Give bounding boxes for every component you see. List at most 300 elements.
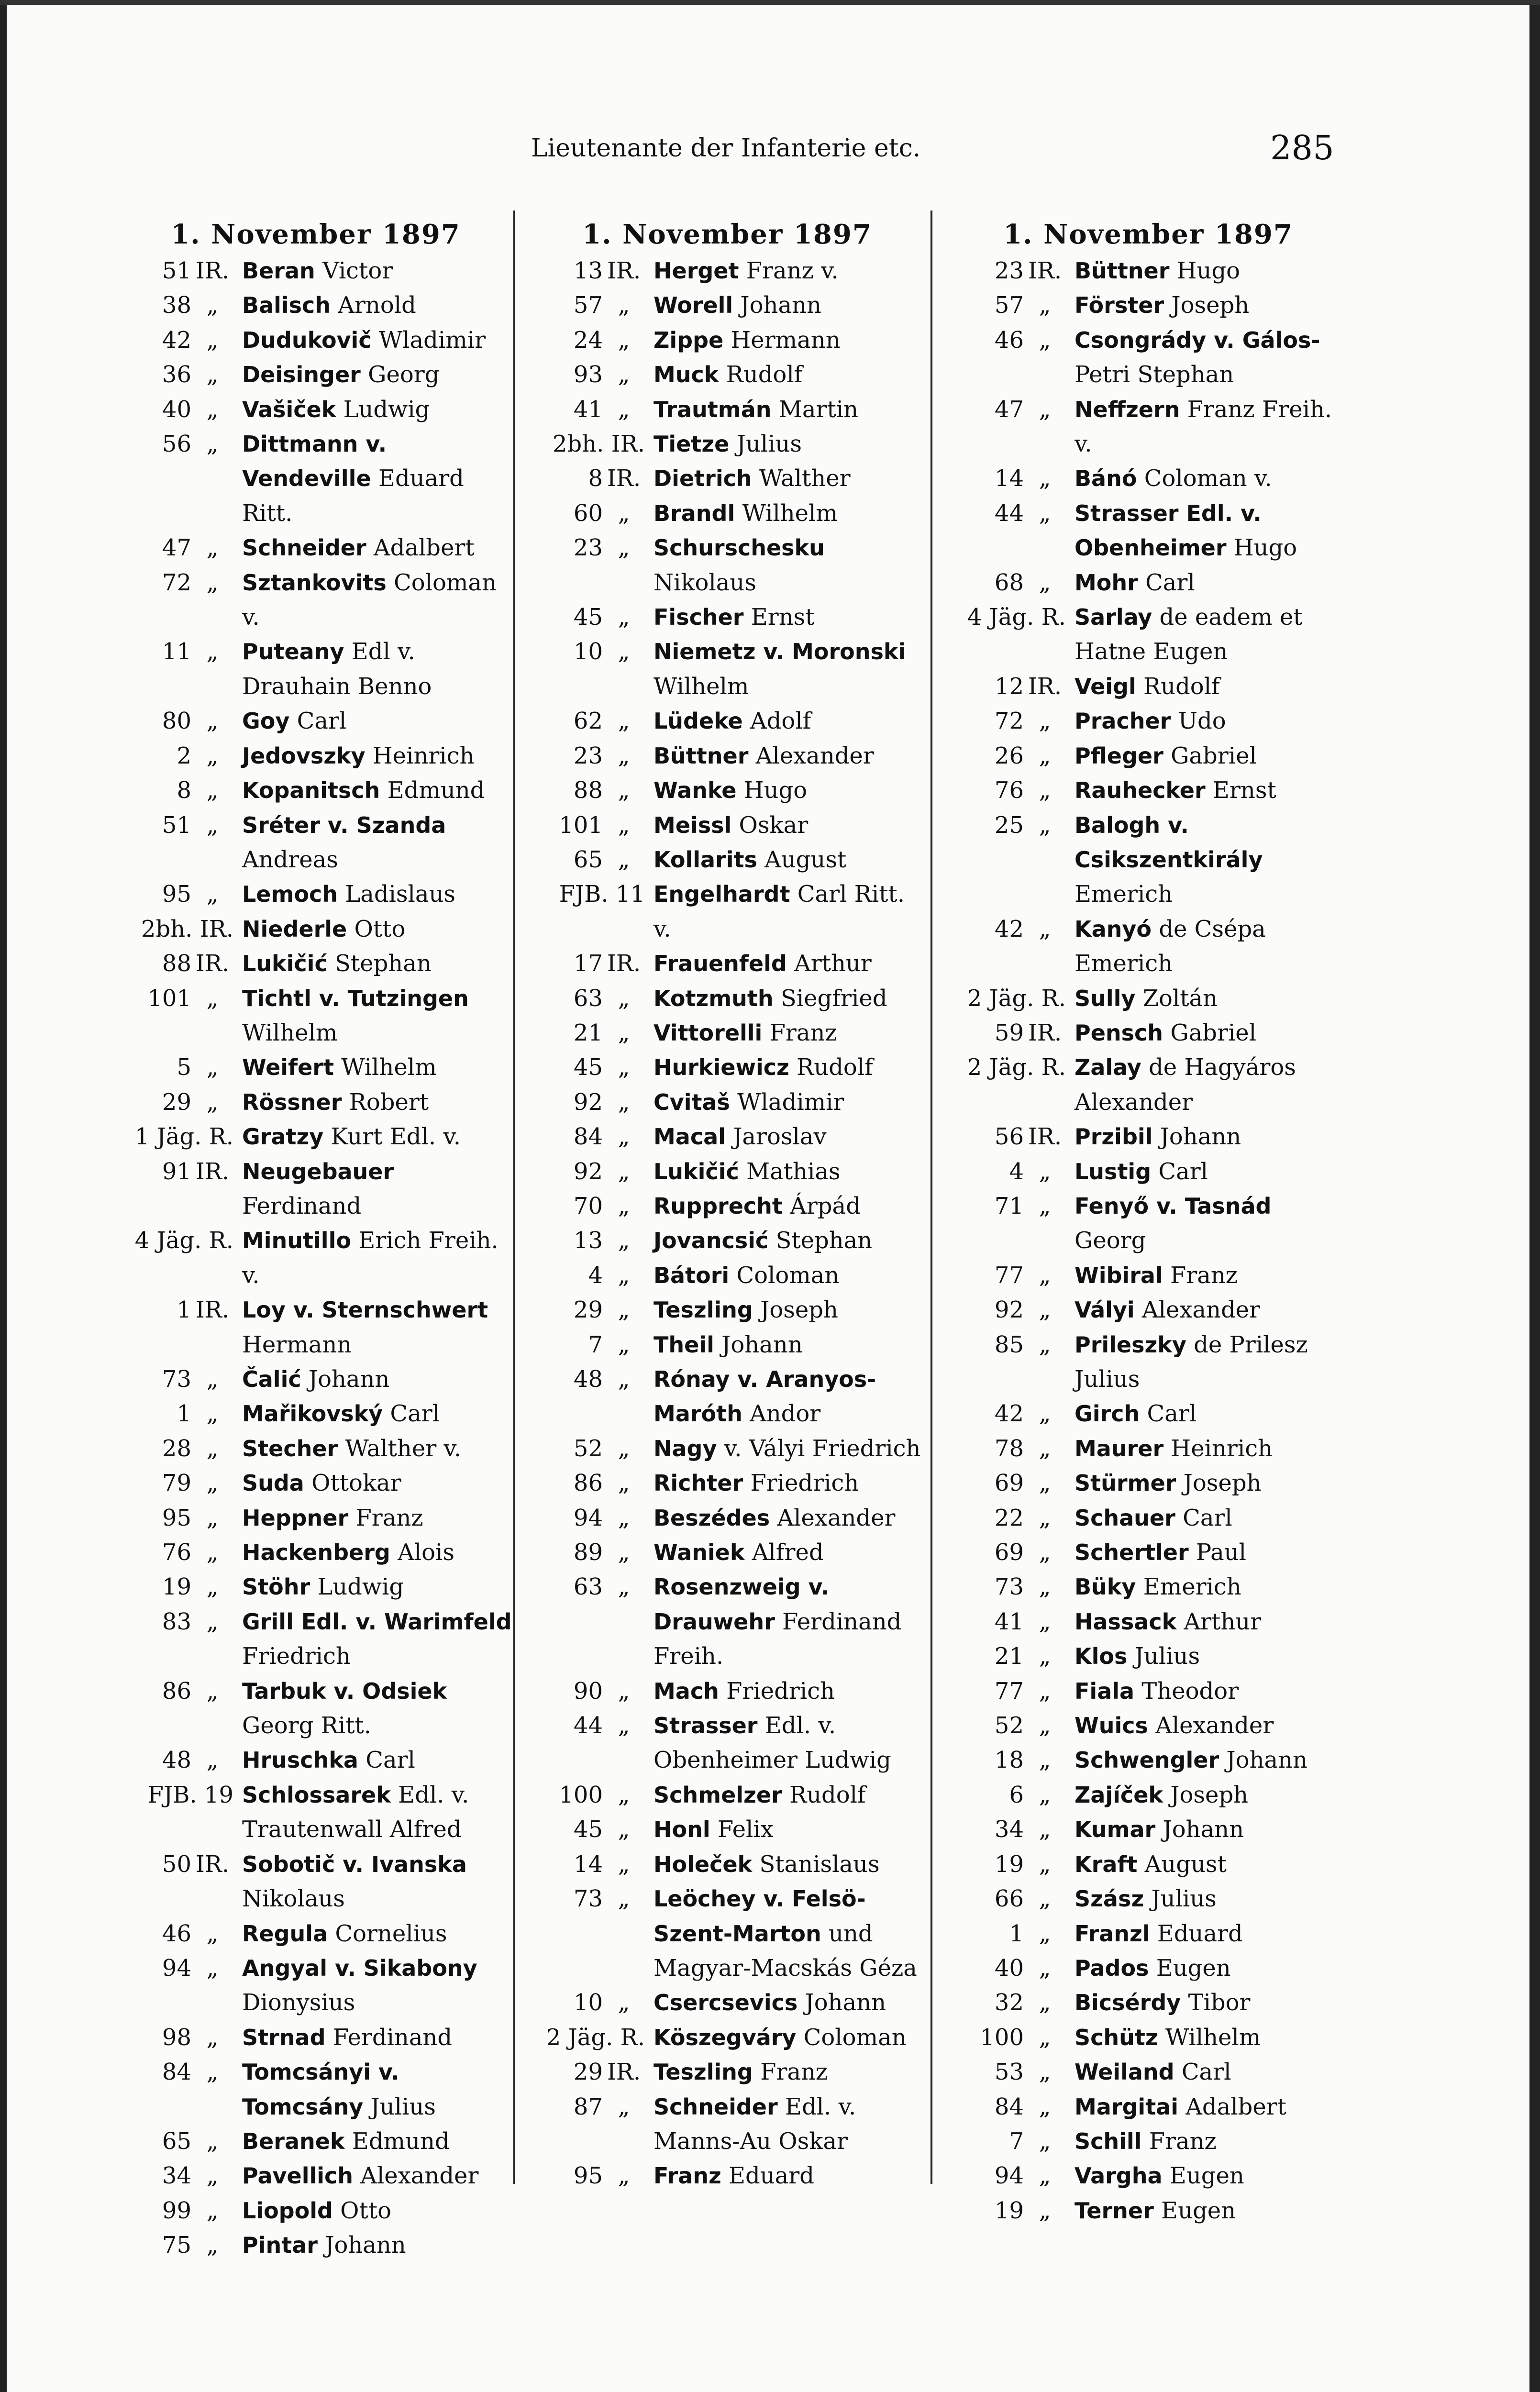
unit-abbrev: „ [618, 1158, 630, 1185]
officer-name [1066, 704, 1347, 738]
given-names: Adalbert [1178, 2093, 1286, 2120]
list-item [529, 773, 926, 808]
officer-name [645, 1570, 926, 1673]
unit-abbrev: „ [618, 1088, 630, 1116]
list-item [950, 1189, 1347, 1258]
regiment-number: 99 [162, 2197, 191, 2224]
list-item [950, 1812, 1347, 1847]
list-item [529, 600, 926, 634]
list-item [529, 1535, 926, 1570]
regiment-number: 76 [994, 777, 1024, 804]
surname: Kraft [1075, 1851, 1138, 1877]
officer-name [1066, 1778, 1347, 1812]
officer-name [233, 808, 514, 877]
given-names: Stephan [327, 950, 432, 977]
officer-name [1066, 496, 1347, 565]
unit-abbrev: IR. [1028, 1123, 1062, 1151]
given-names: v. Vályi Friedrich [717, 1435, 921, 1462]
given-names: Kurt Edl. v. [323, 1123, 461, 1151]
list-item [950, 2090, 1347, 2124]
given-names: Alexander [748, 742, 874, 769]
list-item [950, 1882, 1347, 1916]
regiment-number: 40 [994, 1954, 1024, 1982]
unit-abbrev: „ [618, 708, 630, 735]
officer-name [233, 1431, 514, 1466]
regiment-number: 1 [177, 1400, 191, 1428]
unit-abbrev: „ [206, 2024, 219, 2051]
unit-abbrev: „ [206, 2127, 219, 2155]
regiment-number: 34 [162, 2162, 191, 2190]
page-number: 285 [1270, 128, 1334, 167]
surname: Goy [242, 708, 290, 734]
surname: Stürmer [1075, 1470, 1176, 1496]
regiment-number: 47 [162, 534, 191, 562]
list-item [117, 2020, 514, 2055]
officer-name [233, 531, 514, 565]
list-item [950, 496, 1347, 565]
given-names: Stanislaus [752, 1850, 880, 1878]
list-item [529, 1223, 926, 1258]
regiment-number: 2 Jäg. R. [967, 1054, 1066, 1081]
unit-abbrev: „ [618, 1470, 630, 1497]
given-names: Julius [363, 2093, 436, 2120]
entry-list [117, 254, 514, 2263]
unit-abbrev: „ [1039, 1643, 1051, 1670]
surname: Engelhardt [654, 881, 790, 908]
unit-abbrev: „ [618, 811, 630, 839]
unit-abbrev: „ [206, 2232, 219, 2259]
list-item [950, 392, 1347, 462]
given-names: Johann [317, 2232, 406, 2259]
officer-name [645, 1293, 926, 1327]
regiment-number: 59 [994, 1019, 1024, 1046]
given-names: Georg [1075, 1227, 1146, 1254]
officer-name [645, 946, 926, 981]
officer-name [1066, 1985, 1347, 2020]
list-item [950, 1050, 1347, 1119]
regiment-number: 62 [573, 708, 603, 735]
officer-name [645, 323, 926, 357]
regiment-number: 5 [177, 1054, 191, 1081]
given-names: Ludwig [310, 1573, 404, 1601]
list-item [529, 1154, 926, 1189]
regiment-number: 57 [573, 292, 603, 319]
given-names: Eugen [1162, 2162, 1244, 2190]
surname: Franz [654, 2163, 721, 2189]
regiment-number: 4 Jäg. R. [967, 604, 1066, 631]
regiment-number: 56 [994, 1123, 1024, 1151]
officer-name [645, 1882, 926, 1985]
regiment-number: 2 Jäg. R. [967, 985, 1066, 1012]
given-names: Arthur [1176, 1608, 1262, 1635]
list-item [950, 600, 1347, 669]
officer-name [645, 2159, 926, 2193]
officer-name [645, 1708, 926, 1778]
given-names: Coloman v. [242, 569, 497, 631]
officer-name [645, 1812, 926, 1847]
officer-name [233, 704, 514, 738]
unit-abbrev: „ [206, 1954, 219, 1982]
given-names: Wladimir [371, 326, 486, 354]
regiment-number: 42 [994, 1400, 1024, 1428]
officer-name [645, 600, 926, 634]
surname: Beszédes [654, 1505, 770, 1531]
regiment-number: 65 [162, 2127, 191, 2155]
officer-name [1066, 773, 1347, 808]
regiment-number: 19 [162, 1573, 191, 1601]
list-item [117, 1362, 514, 1396]
regiment-number: 42 [994, 915, 1024, 942]
officer-name [1066, 1708, 1347, 1743]
surname: Lemoch [242, 881, 338, 908]
given-names: Carl [1175, 1504, 1232, 1531]
unit-abbrev: „ [1039, 2162, 1051, 2190]
officer-name [645, 2090, 926, 2159]
entry-list [529, 254, 926, 2193]
surname: Margitai [1075, 2093, 1178, 2120]
officer-name [233, 1396, 514, 1431]
regiment-number: 4 [1009, 1158, 1024, 1185]
list-item [117, 1951, 514, 2020]
regiment-number: 45 [573, 1054, 603, 1081]
officer-name [233, 2159, 514, 2193]
officer-name [233, 1743, 514, 1777]
given-names: Franz [753, 2059, 828, 2086]
entry-list [950, 254, 1347, 2228]
officer-name [233, 946, 514, 981]
given-names: Carl [1151, 1158, 1208, 1185]
list-item [529, 1466, 926, 1500]
unit-abbrev: „ [206, 1366, 219, 1393]
officer-name [1066, 1154, 1347, 1189]
regiment-number: 75 [162, 2232, 191, 2259]
unit-abbrev: „ [1039, 292, 1051, 319]
regiment-number: 45 [573, 604, 603, 631]
surname: Regula [242, 1920, 328, 1947]
given-names: Eduard Ritt. [242, 465, 464, 527]
surname: Strnad [242, 2024, 326, 2050]
regiment-number: 90 [573, 1677, 603, 1705]
unit-abbrev: IR. [607, 257, 641, 284]
regiment-number: 1 Jäg. R. [134, 1123, 233, 1151]
unit-abbrev: „ [206, 396, 219, 423]
given-names: Ottokar [304, 1470, 401, 1497]
given-names: Friedrich [719, 1677, 835, 1705]
list-item [529, 2159, 926, 2193]
regiment-number: 77 [994, 1677, 1024, 1705]
given-names: Rudolf [782, 1781, 866, 1808]
regiment-number: 19 [994, 2197, 1024, 2224]
unit-abbrev: „ [618, 1677, 630, 1705]
unit-abbrev: „ [206, 1054, 219, 1081]
unit-abbrev: „ [1039, 1262, 1051, 1289]
given-names: Ferdinand Freih. [654, 1608, 902, 1670]
list-item [529, 634, 926, 704]
surname: Köszegváry [654, 2024, 797, 2050]
unit-abbrev: „ [206, 1470, 219, 1497]
given-names: de Hagyáros Alexander [1075, 1054, 1296, 1116]
unit-abbrev: „ [618, 638, 630, 665]
officer-name [1066, 808, 1347, 912]
given-names: Hugo [736, 777, 808, 804]
list-item [117, 634, 514, 704]
given-names: Edmund [380, 777, 485, 804]
list-item [950, 669, 1347, 704]
surname: Bánó [1075, 465, 1137, 492]
officer-name [233, 2055, 514, 2124]
officer-name [645, 1674, 926, 1708]
officer-name [233, 1293, 514, 1362]
given-names: Cornelius [328, 1920, 447, 1947]
surname: Muck [654, 362, 719, 388]
officer-name [645, 1258, 926, 1293]
unit-abbrev: „ [618, 1712, 630, 1739]
list-item [117, 1916, 514, 1951]
unit-abbrev: „ [618, 846, 630, 873]
surname: Szász [1075, 1886, 1144, 1912]
list-item [529, 1882, 926, 1985]
given-names: Julius [1144, 1885, 1217, 1913]
list-item [117, 1050, 514, 1085]
unit-abbrev: „ [206, 1088, 219, 1116]
regiment-number: 98 [162, 2024, 191, 2051]
regiment-number: 23 [573, 534, 603, 562]
list-item [950, 981, 1347, 1016]
surname: Strasser [654, 1713, 758, 1739]
surname: Sztankovits [242, 569, 387, 596]
list-item [529, 981, 926, 1016]
regiment-number: 88 [162, 950, 191, 977]
surname: Theil [654, 1331, 714, 1358]
unit-abbrev: „ [1039, 2127, 1051, 2155]
list-item [117, 565, 514, 635]
unit-abbrev: „ [206, 292, 219, 319]
officer-name [233, 1050, 514, 1085]
surname: Dittmann v. Vendeville [242, 431, 387, 492]
surname: Fischer [654, 604, 744, 631]
regiment-number: 53 [994, 2059, 1024, 2086]
officer-name [645, 1985, 926, 2020]
given-names: August [1137, 1850, 1227, 1878]
regiment-number: 86 [162, 1677, 191, 1705]
regiment-number: 41 [573, 396, 603, 423]
regiment-number: 73 [162, 1366, 191, 1393]
given-names: Edl v. Drauhain Benno [242, 638, 432, 700]
unit-abbrev: „ [618, 292, 630, 319]
given-names: Adalbert [366, 534, 475, 562]
column-heading: 1. November 1897 [1003, 219, 1293, 250]
given-names: Otto [347, 915, 406, 942]
given-names: Edl. v. Obenheimer Ludwig [654, 1712, 891, 1774]
surname: Macal [654, 1124, 726, 1150]
unit-abbrev: „ [618, 326, 630, 354]
given-names: Dionysius [242, 1989, 355, 2016]
list-item [950, 1328, 1347, 1397]
column-heading: 1. November 1897 [171, 219, 461, 250]
regiment-number: 94 [162, 1954, 191, 1982]
list-item [529, 1778, 926, 1812]
surname: Grill Edl. v. Warimfeld [242, 1608, 512, 1635]
list-item [950, 1743, 1347, 1777]
given-names: Wilhelm [735, 499, 838, 527]
given-names: Julius [1127, 1643, 1200, 1670]
officer-name [645, 808, 926, 842]
officer-name [233, 739, 514, 773]
regiment-number: 32 [994, 1989, 1024, 2016]
officer-name [1066, 2124, 1347, 2159]
given-names: Nikolaus [654, 569, 756, 596]
regiment-number: 26 [994, 742, 1024, 769]
list-item [950, 1570, 1347, 1604]
unit-abbrev: „ [1039, 1747, 1051, 1774]
regiment-number: 73 [573, 1885, 603, 1913]
surname: Leöchey v. Felsö-Szent-Marton [654, 1886, 866, 1947]
regiment-number: 42 [162, 326, 191, 354]
surname: Kanyó [1075, 916, 1152, 942]
unit-abbrev: „ [618, 1019, 630, 1046]
officer-name [233, 392, 514, 427]
given-names: Carl Ritt. v. [654, 881, 905, 942]
officer-name [645, 981, 926, 1016]
regiment-number: 85 [994, 1331, 1024, 1358]
officer-name [1066, 1639, 1347, 1673]
surname: Balogh v. Csikszentkirály [1075, 812, 1263, 873]
list-item [950, 1431, 1347, 1466]
regiment-number: 23 [573, 742, 603, 769]
unit-abbrev: „ [618, 2093, 630, 2120]
surname: Sarlay [1075, 604, 1152, 631]
given-names: Nikolaus [242, 1885, 345, 1913]
officer-name [645, 392, 926, 427]
officer-name [233, 565, 514, 635]
list-item [529, 808, 926, 842]
list-item [117, 1535, 514, 1570]
officer-name [645, 1189, 926, 1223]
unit-abbrev: „ [1039, 465, 1051, 492]
list-item [117, 531, 514, 565]
given-names: Ernst [1205, 777, 1276, 804]
unit-abbrev: „ [206, 742, 219, 769]
regiment-number: 83 [162, 1608, 191, 1635]
unit-abbrev: IR. [607, 2059, 641, 2086]
list-item [529, 254, 926, 288]
unit-abbrev: „ [1039, 1677, 1051, 1705]
officer-name [233, 1535, 514, 1570]
given-names: Alexander [1134, 1296, 1261, 1324]
list-item [117, 254, 514, 288]
given-names: Carl [1138, 569, 1195, 596]
list-item [117, 2228, 514, 2262]
officer-name [233, 634, 514, 704]
given-names: Joseph [1163, 1781, 1249, 1808]
list-item [117, 1847, 514, 1916]
regiment-number: 48 [162, 1747, 191, 1774]
regiment-number: 17 [573, 950, 603, 977]
unit-abbrev: „ [618, 1262, 630, 1289]
unit-abbrev: „ [618, 1331, 630, 1358]
list-item [950, 1016, 1347, 1050]
unit-abbrev: „ [206, 1608, 219, 1635]
officer-name [233, 1085, 514, 1119]
officer-name [645, 1431, 926, 1466]
unit-abbrev: „ [206, 777, 219, 804]
officer-name [645, 842, 926, 877]
regiment-number: 36 [162, 361, 191, 388]
given-names: Arnold [331, 292, 416, 319]
unit-abbrev: „ [206, 569, 219, 596]
unit-abbrev: „ [1039, 1954, 1051, 1982]
list-item [950, 1466, 1347, 1500]
regiment-number: 7 [588, 1331, 603, 1358]
regiment-number: 100 [559, 1781, 603, 1808]
regiment-number: 72 [162, 569, 191, 596]
surname: Dudukovič [242, 327, 372, 353]
list-item [529, 1431, 926, 1466]
surname: Angyal v. Sikabony [242, 1955, 477, 1981]
given-names: Joseph [1164, 292, 1250, 319]
unit-abbrev: „ [1039, 1712, 1051, 1739]
surname: Weiland [1075, 2059, 1174, 2085]
unit-abbrev: „ [206, 1539, 219, 1566]
surname: Wuics [1075, 1713, 1148, 1739]
unit-abbrev: „ [1039, 1781, 1051, 1808]
given-names: Wilhelm [333, 1054, 437, 1081]
officer-name [1066, 981, 1347, 1016]
unit-abbrev: „ [618, 1054, 630, 1081]
unit-abbrev: „ [1039, 708, 1051, 735]
unit-abbrev: „ [1039, 1539, 1051, 1566]
surname: Rössner [242, 1089, 342, 1115]
list-item [529, 842, 926, 877]
officer-name [1066, 288, 1347, 322]
surname: Vašiček [242, 396, 336, 422]
unit-abbrev: „ [206, 1435, 219, 1462]
unit-abbrev: „ [618, 1539, 630, 1566]
unit-abbrev: „ [1039, 915, 1051, 942]
surname: Csongrády v. Gálos- [1075, 327, 1320, 353]
regiment-number: 11 [162, 638, 191, 665]
regiment-number: 18 [994, 1747, 1024, 1774]
surname: Mach [654, 1678, 719, 1704]
regiment-number: 46 [162, 1920, 191, 1947]
regiment-number: 89 [573, 1539, 603, 1566]
officer-name [1066, 600, 1347, 669]
given-names: Friedrich [242, 1643, 351, 1670]
surname: Stöhr [242, 1574, 310, 1600]
unit-abbrev: „ [618, 1435, 630, 1462]
list-item [529, 1501, 926, 1535]
given-names: Carl [1140, 1400, 1197, 1428]
given-names: Johann [733, 292, 821, 319]
unit-abbrev: IR. [607, 465, 641, 492]
surname: Franzl [1075, 1920, 1150, 1947]
surname: Prileszky [1075, 1331, 1186, 1358]
given-names: Walther v. [338, 1435, 462, 1462]
list-item [950, 1501, 1347, 1535]
given-names: Hermann [723, 326, 841, 354]
given-names: Gabriel [1163, 1019, 1257, 1046]
regiment-number: 100 [980, 2024, 1024, 2051]
regiment-number: 84 [994, 2093, 1024, 2120]
officer-name [233, 1501, 514, 1535]
regiment-number: 68 [994, 569, 1024, 596]
given-names: Alois [390, 1539, 455, 1566]
officer-name [233, 773, 514, 808]
regiment-number: 101 [559, 811, 603, 839]
surname: Loy v. Sternschwert [242, 1297, 488, 1323]
unit-abbrev: „ [1039, 1850, 1051, 1878]
scan-edge-top [0, 0, 1540, 5]
